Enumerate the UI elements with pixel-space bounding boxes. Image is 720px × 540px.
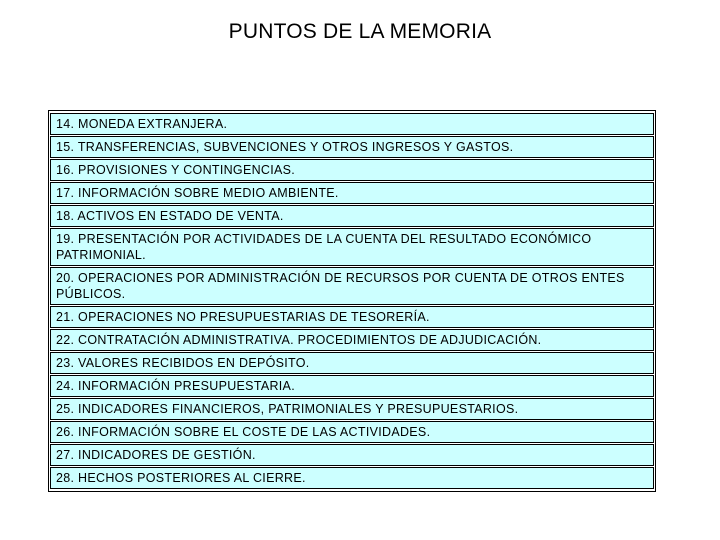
- list-item: 15. TRANSFERENCIAS, SUBVENCIONES Y OTROS INGRESOS Y GASTOS.: [50, 136, 654, 158]
- list-item: 26. INFORMACIÓN SOBRE EL COSTE DE LAS ACTIVIDADES.: [50, 421, 654, 443]
- list-item: 19. PRESENTACIÓN POR ACTIVIDADES DE LA CUENTA DEL RESULTADO ECONÓMICO PATRIMONIAL.: [50, 228, 654, 266]
- list-item: 25. INDICADORES FINANCIEROS, PATRIMONIALES Y PRESUPUESTARIOS.: [50, 398, 654, 420]
- list-item: 24. INFORMACIÓN PRESUPUESTARIA.: [50, 375, 654, 397]
- list-item: 18. ACTIVOS EN ESTADO DE VENTA.: [50, 205, 654, 227]
- list-item: 23. VALORES RECIBIDOS EN DEPÓSITO.: [50, 352, 654, 374]
- memoria-list: [48, 110, 656, 492]
- list-item: 28. HECHOS POSTERIORES AL CIERRE.: [50, 467, 654, 489]
- list-item: 20. OPERACIONES POR ADMINISTRACIÓN DE RECURSOS POR CUENTA DE OTROS ENTES PÚBLICOS.: [50, 267, 654, 305]
- list-item: 21. OPERACIONES NO PRESUPUESTARIAS DE TESORERÍA.: [50, 306, 654, 328]
- list-item: 14. MONEDA EXTRANJERA.: [50, 113, 654, 135]
- list-item: 17. INFORMACIÓN SOBRE MEDIO AMBIENTE.: [50, 182, 654, 204]
- list-item: 27. INDICADORES DE GESTIÓN.: [50, 444, 654, 466]
- list-item: 16. PROVISIONES Y CONTINGENCIAS.: [50, 159, 654, 181]
- list-item: 22. CONTRATACIÓN ADMINISTRATIVA. PROCEDIMIENTOS DE ADJUDICACIÓN.: [50, 329, 654, 351]
- page-title: PUNTOS DE LA MEMORIA: [228, 20, 492, 43]
